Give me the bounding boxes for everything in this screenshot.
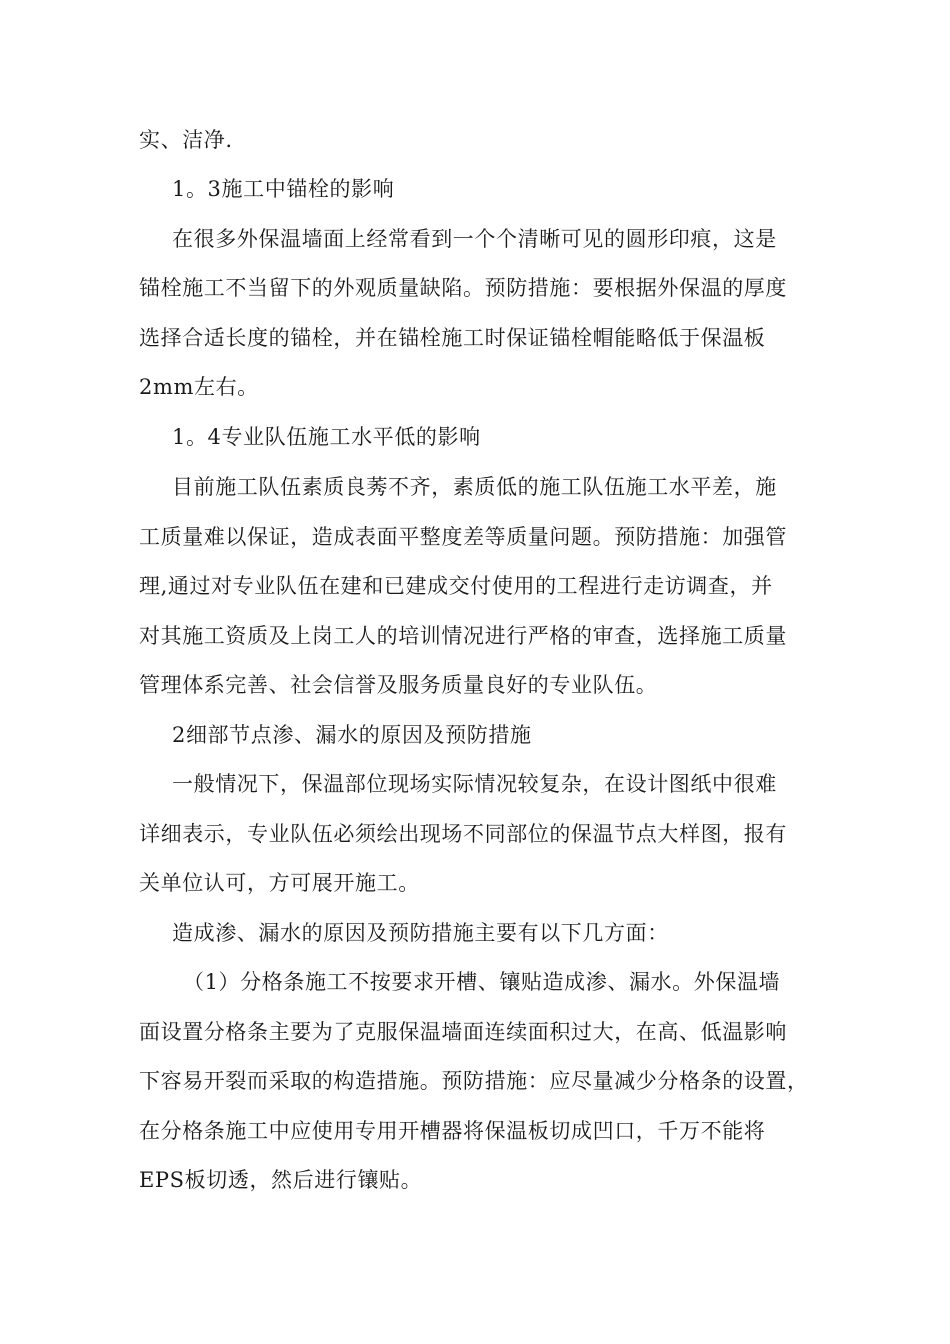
paragraph-line: 目前施工队伍素质良莠不齐，素质低的施工队伍施工水平差，施 [172, 475, 777, 499]
section-heading-1-4: 1。4专业队伍施工水平低的影响 [172, 425, 481, 449]
paragraph-line: 造成渗、漏水的原因及预防措施主要有以下几方面： [172, 921, 669, 945]
paragraph-line: 详细表示，专业队伍必须绘出现场不同部位的保温节点大样图，报有 [139, 822, 787, 846]
paragraph-line: （1）分格条施工不按要求开槽、镶贴造成渗、漏水。外保温墙 [183, 970, 781, 994]
paragraph-line: 关单位认可，方可展开施工。 [139, 871, 420, 895]
paragraph-line: 在很多外保温墙面上经常看到一个个清晰可见的圆形印痕，这是 [172, 227, 777, 251]
paragraph-line: 面设置分格条主要为了克服保温墙面连续面积过大，在高、低温影响 [139, 1020, 787, 1044]
paragraph-line: 一般情况下，保温部位现场实际情况较复杂，在设计图纸中很难 [172, 772, 777, 796]
paragraph-line: 2mm左右。 [139, 375, 259, 399]
paragraph-line: 在分格条施工中应使用专用开槽器将保温板切成凹口，千万不能将 [139, 1119, 766, 1143]
section-heading-2: 2细部节点渗、漏水的原因及预防措施 [172, 723, 532, 747]
paragraph-line: 理,通过对专业队伍在建和已建成交付使用的工程进行走访调查，并 [139, 574, 773, 598]
paragraph-line: 下容易开裂而采取的构造措施。预防措施：应尽量减少分格条的设置， [139, 1069, 809, 1093]
paragraph-line: 对其施工资质及上岗工人的培训情况进行严格的审查，选择施工质量 [139, 624, 787, 648]
paragraph-line: EPS板切透，然后进行镶贴。 [139, 1168, 423, 1192]
paragraph-line: 锚栓施工不当留下的外观质量缺陷。预防措施：要根据外保温的厚度 [139, 276, 787, 300]
section-heading-1-3: 1。3施工中锚栓的影响 [172, 177, 395, 201]
paragraph-line: 实、洁净. [139, 128, 233, 152]
paragraph-line: 管理体系完善、社会信誉及服务质量良好的专业队伍。 [139, 673, 658, 697]
paragraph-line: 选择合适长度的锚栓，并在锚栓施工时保证锚栓帽能略低于保温板 [139, 326, 766, 350]
paragraph-line: 工质量难以保证，造成表面平整度差等质量问题。预防措施：加强管 [139, 525, 787, 549]
